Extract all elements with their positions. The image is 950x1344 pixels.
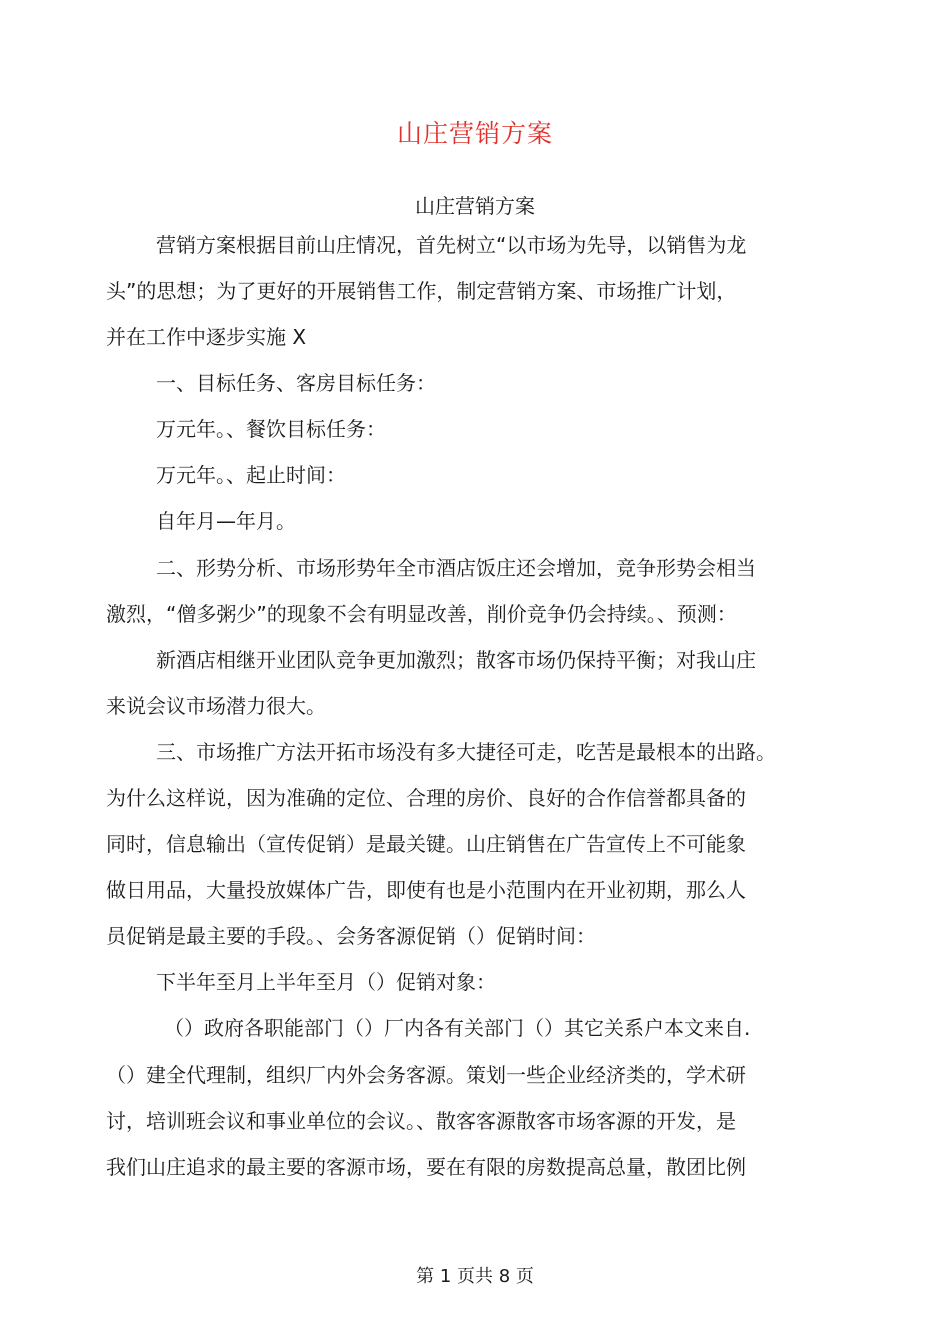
paragraph-line: 二、形势分析、市场形势年全市酒店饭庄还会增加，竞争形势会相当 <box>156 556 756 580</box>
paragraph-line: 营销方案根据目前山庄情况，首先树立“以市场为先导，以销售为龙 <box>156 233 747 257</box>
paragraph-line: 头”的思想；为了更好的开展销售工作，制定营销方案、市场推广计划， <box>106 279 737 303</box>
paragraph-line: 万元年。、起止时间： <box>156 463 346 487</box>
paragraph-line: （）政府各职能部门（）厂内各有关部门（）其它关系户本文来自. <box>164 1016 751 1040</box>
paragraph-line: 做日用品，大量投放媒体广告，即使有也是小范围内在开业初期，那么人 <box>106 878 746 902</box>
paragraph-line: （）建全代理制，组织厂内外会务客源。策划一些企业经济类的，学术研 <box>106 1063 746 1087</box>
page-number-footer: 第 1 页共 8 页 <box>416 1266 534 1287</box>
paragraph-line: 同时，信息输出（宣传促销）是最关键。山庄销售在广告宣传上不可能象 <box>106 832 746 856</box>
paragraph-line: 来说会议市场潜力很大。 <box>106 694 326 718</box>
paragraph-line: 新酒店相继开业团队竞争更加激烈；散客市场仍保持平衡；对我山庄 <box>156 648 756 672</box>
document-subtitle: 山庄营销方案 <box>415 194 535 218</box>
paragraph-line: 万元年。、餐饮目标任务： <box>156 417 386 441</box>
paragraph-line: 激烈，“僧多粥少”的现象不会有明显改善，削价竞争仍会持续。、预测： <box>106 602 737 626</box>
paragraph-line: 我们山庄追求的最主要的客源市场，要在有限的房数提高总量，散团比例 <box>106 1155 746 1179</box>
paragraph-line: 自年月—年月。 <box>156 509 296 533</box>
paragraph-line: 一、目标任务、客房目标任务： <box>156 371 436 395</box>
paragraph-line: 下半年至月上半年至月（）促销对象： <box>156 970 496 994</box>
paragraph-line: 为什么这样说，因为准确的定位、合理的房价、良好的合作信誉都具备的 <box>106 786 746 810</box>
paragraph-line: 并在工作中逐步实施 X <box>106 325 307 349</box>
document-title: 山庄营销方案 <box>396 119 553 148</box>
paragraph-line: 三、市场推广方法开拓市场没有多大捷径可走，吃苦是最根本的出路。 <box>156 740 776 764</box>
paragraph-line: 讨，培训班会议和事业单位的会议。、散客客源散客市场客源的开发，是 <box>106 1109 736 1133</box>
paragraph-line: 员促销是最主要的手段。、会务客源促销（）促销时间： <box>106 924 596 948</box>
